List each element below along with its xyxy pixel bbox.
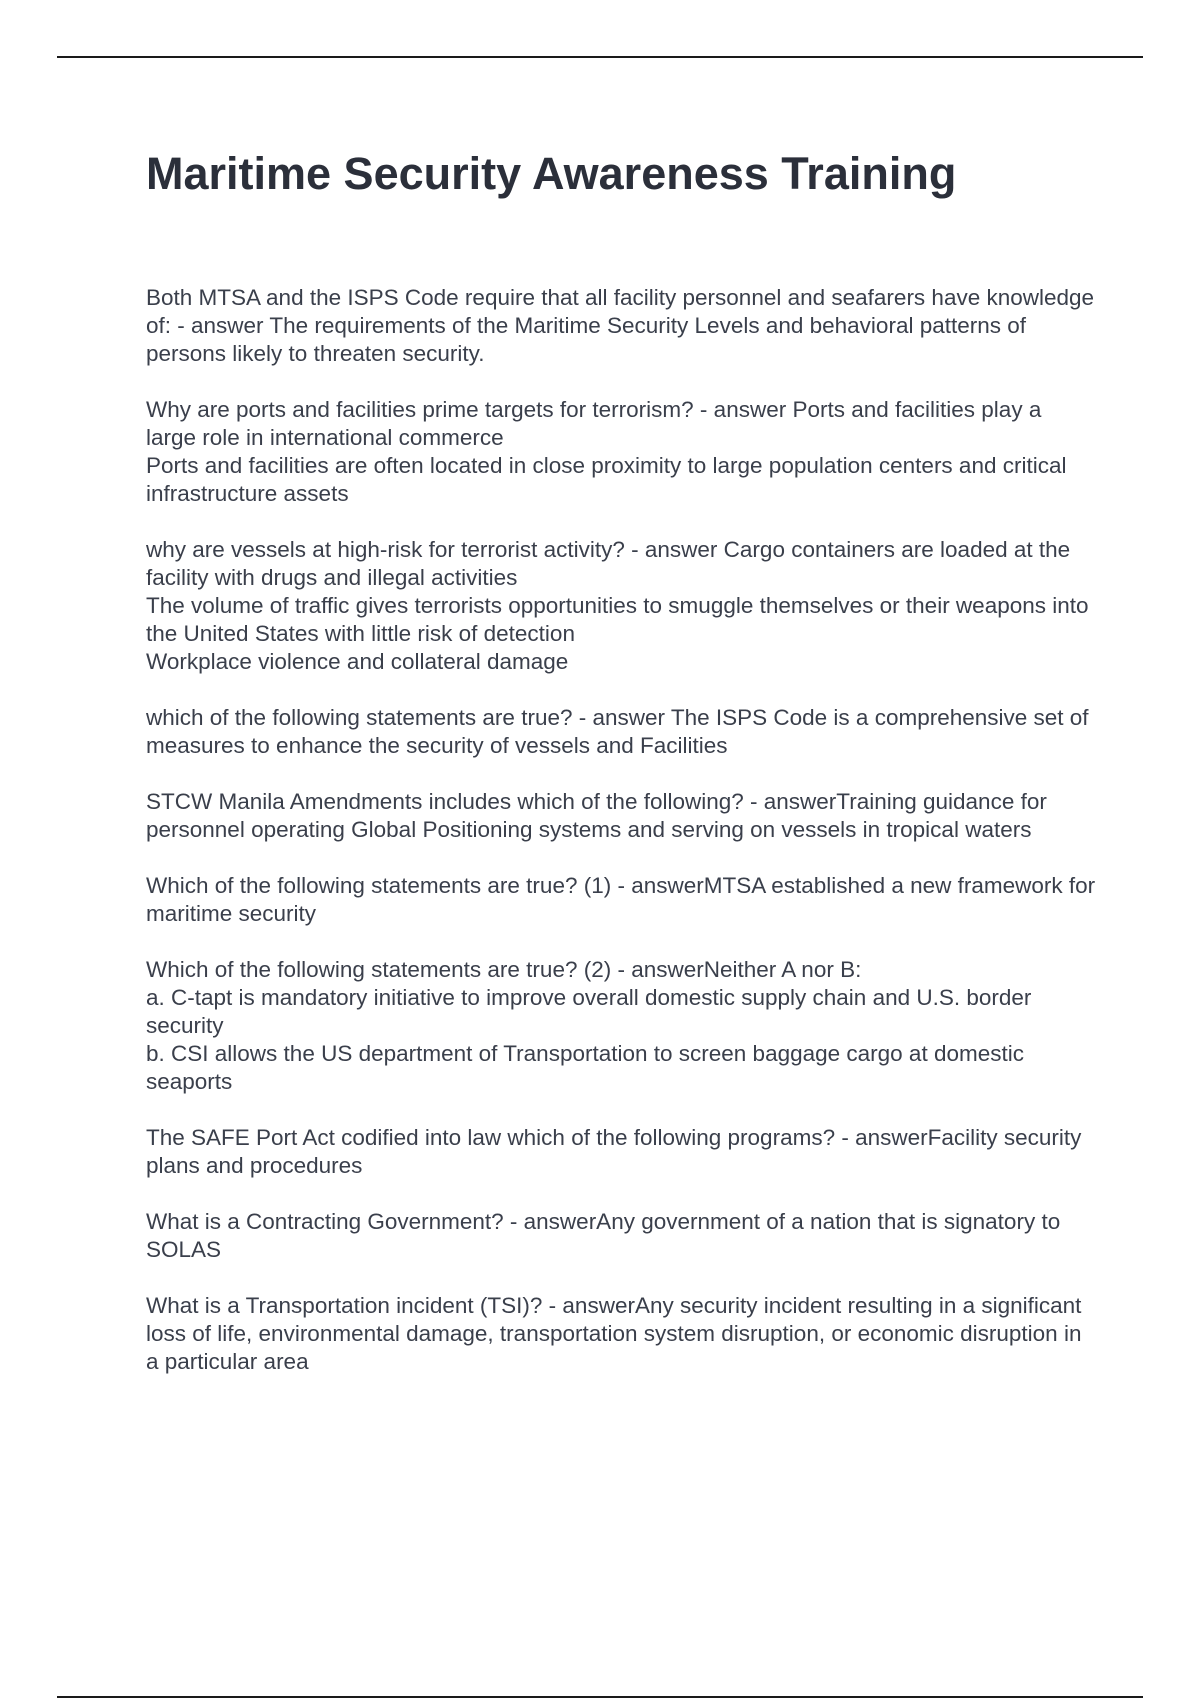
qa-entry [146, 872, 1096, 928]
qa-line: which of the following statements are true? - answer The ISPS Code is a comprehensive set of measures to enhance the security of vessels and Facilities [146, 705, 1089, 758]
qa-line: Both MTSA and the ISPS Code require that all facility personnel and seafarers have knowledge of: - answer The requirements of the Maritime Security Levels and behavioral patterns of persons likely to threaten security. [146, 285, 1095, 366]
qa-line: What is a Contracting Government? - answerAny government of a nation that is signatory to SOLAS [146, 1209, 1061, 1262]
qa-entry [146, 1208, 1096, 1264]
qa-line: What is a Transportation incident (TSI)? - answerAny security incident resulting in a significant loss of life, environmental damage, transportation system disruption, or economic disruption in a particular area [146, 1293, 1082, 1374]
qa-line: STCW Manila Amendments includes which of the following? - answerTraining guidance for personnel operating Global Positioning systems and serving on vessels in tropical waters [146, 789, 1047, 842]
qa-entry [146, 396, 1096, 508]
qa-content [146, 284, 1096, 1404]
qa-line: The volume of traffic gives terrorists opportunities to smuggle themselves or their weapons into the United States with little risk of detection [146, 593, 1089, 646]
qa-line: b. CSI allows the US department of Transportation to screen baggage cargo at domestic seaports [146, 1041, 1024, 1094]
qa-entry [146, 1292, 1096, 1376]
top-divider [57, 56, 1143, 58]
qa-line: Workplace violence and collateral damage [146, 649, 569, 674]
qa-line: Which of the following statements are true? (2) - answerNeither A nor B: [146, 957, 862, 982]
qa-line: Which of the following statements are true? (1) - answerMTSA established a new framework for maritime security [146, 873, 1096, 926]
qa-entry [146, 1124, 1096, 1180]
bottom-divider [57, 1696, 1143, 1698]
page-title: Maritime Security Awareness Training [146, 148, 957, 199]
qa-entry [146, 284, 1096, 368]
qa-entry [146, 788, 1096, 844]
qa-line: Ports and facilities are often located in close proximity to large population centers and critical infrastructure assets [146, 453, 1067, 506]
qa-entry [146, 956, 1096, 1096]
qa-line: The SAFE Port Act codified into law which of the following programs? - answerFacility security plans and procedures [146, 1125, 1082, 1178]
qa-line: why are vessels at high-risk for terrorist activity? - answer Cargo containers are loaded at the facility with drugs and illegal activities [146, 537, 1071, 590]
qa-entry [146, 704, 1096, 760]
qa-entry [146, 536, 1096, 676]
qa-line: a. C-tapt is mandatory initiative to improve overall domestic supply chain and U.S. border security [146, 985, 1032, 1038]
qa-line: Why are ports and facilities prime targets for terrorism? - answer Ports and facilities play a large role in international commerce [146, 397, 1042, 450]
